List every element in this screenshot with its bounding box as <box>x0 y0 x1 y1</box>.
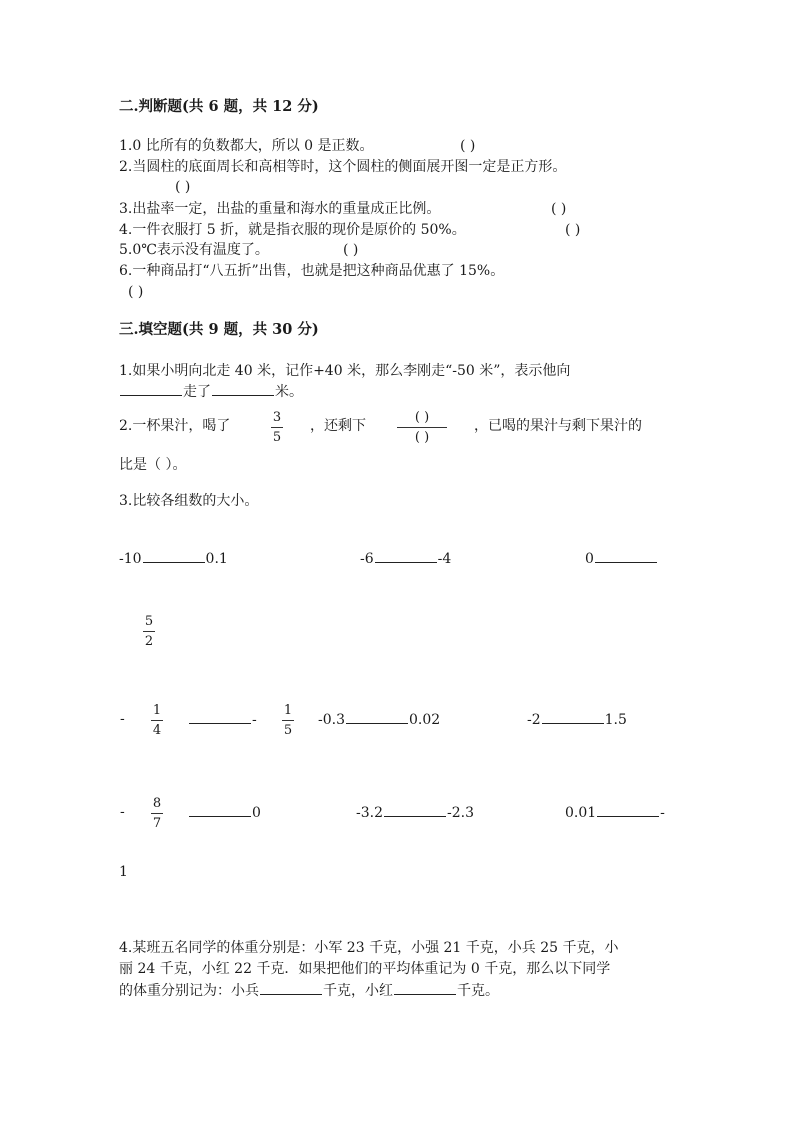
fill-blank[interactable] <box>212 381 274 396</box>
fraction-blank[interactable]: ( ) ( ) <box>397 410 447 445</box>
judge-item-2: 2.当圆柱的底面周长和高相等时，这个圆柱的侧面展开图一定是正方形。 <box>119 159 567 175</box>
fraction-5-2: 5 2 <box>144 614 154 649</box>
judge-item-6: 6.一种商品打“八五折”出售，也就是把这种商品优惠了 15%。 <box>119 263 505 279</box>
fill-q2-a: 2.一杯果汁，喝了 <box>119 418 231 434</box>
compare-2: -6 -4 <box>360 548 451 569</box>
fill-blank[interactable] <box>346 709 408 724</box>
compare-4: - <box>188 709 257 730</box>
fill-q4-line1: 4.某班五名同学的体重分别是：小军 23 千克，小强 21 千克，小兵 25 千克，小 <box>119 940 619 956</box>
compare-9: 0.01 - <box>565 802 665 823</box>
fill-blank[interactable] <box>597 802 659 817</box>
judge-paren-1[interactable]: ( ) <box>460 138 476 154</box>
judge-paren-4[interactable]: ( ) <box>565 222 581 238</box>
fill-blank[interactable] <box>189 802 251 817</box>
fraction-8-7: 8 7 <box>152 796 162 831</box>
fill-blank[interactable] <box>260 980 322 995</box>
fill-blank[interactable] <box>394 980 456 995</box>
fill-q2-line2: 比是（ ）。 <box>119 457 187 473</box>
fraction-1-5: 1 5 <box>283 703 293 738</box>
fill-q1-line2: 走了 米。 <box>119 381 303 402</box>
fill-q4-line3: 的体重分别记为：小兵 千克，小红 千克。 <box>119 980 499 1001</box>
compare-1: -10 0.1 <box>119 548 228 569</box>
judge-paren-6[interactable]: ( ) <box>128 284 144 300</box>
compare-8: -3.2 -2.3 <box>356 802 474 823</box>
fill-blank[interactable] <box>542 709 604 724</box>
fill-blank[interactable] <box>384 802 446 817</box>
fill-q2-c: ，已喝的果汁与剩下果汁的 <box>474 418 642 434</box>
fill-blank[interactable] <box>595 548 657 563</box>
judge-paren-5[interactable]: ( ) <box>343 242 359 258</box>
fill-blank[interactable] <box>120 381 182 396</box>
fill-q2-b: ，还剩下 <box>310 418 366 434</box>
fill-blank[interactable] <box>375 548 437 563</box>
fraction-3-5: 3 5 <box>272 410 282 445</box>
judge-item-1: 1.0 比所有的负数都大，所以 0 是正数。 <box>119 138 374 154</box>
compare-3: 0 <box>585 548 658 569</box>
compare-9-tail: 1 <box>119 864 128 880</box>
fraction-1-4: 1 4 <box>152 703 162 738</box>
compare-7: 0 <box>188 802 261 823</box>
fill-blank[interactable] <box>189 709 251 724</box>
fill-blank[interactable] <box>143 548 205 563</box>
judge-item-3: 3.出盐率一定，出盐的重量和海水的重量成正比例。 <box>119 201 441 217</box>
judge-item-5: 5.0℃表示没有温度了。 <box>119 242 269 258</box>
compare-5: -0.3 0.02 <box>318 709 440 730</box>
minus-sign: - <box>120 711 125 727</box>
minus-sign: - <box>120 804 125 820</box>
fill-q3-title: 3.比较各组数的大小。 <box>119 493 259 509</box>
compare-6: -2 1.5 <box>527 709 627 730</box>
fill-q1-line1: 1.如果小明向北走 40 米，记作+40 米，那么李刚走“-50 米”，表示他向 <box>119 363 571 379</box>
judge-paren-2[interactable]: ( ) <box>175 179 191 195</box>
section-judge-title: 二.判断题(共 6 题，共 12 分) <box>119 98 319 115</box>
section-fill-title: 三.填空题(共 9 题，共 30 分) <box>119 321 319 338</box>
fill-q4-line2: 丽 24 千克，小红 22 千克．如果把他们的平均体重记为 0 千克，那么以下同学 <box>119 961 611 977</box>
judge-paren-3[interactable]: ( ) <box>551 201 567 217</box>
judge-item-4: 4.一件衣服打 5 折，就是指衣服的现价是原价的 50%。 <box>119 222 466 238</box>
